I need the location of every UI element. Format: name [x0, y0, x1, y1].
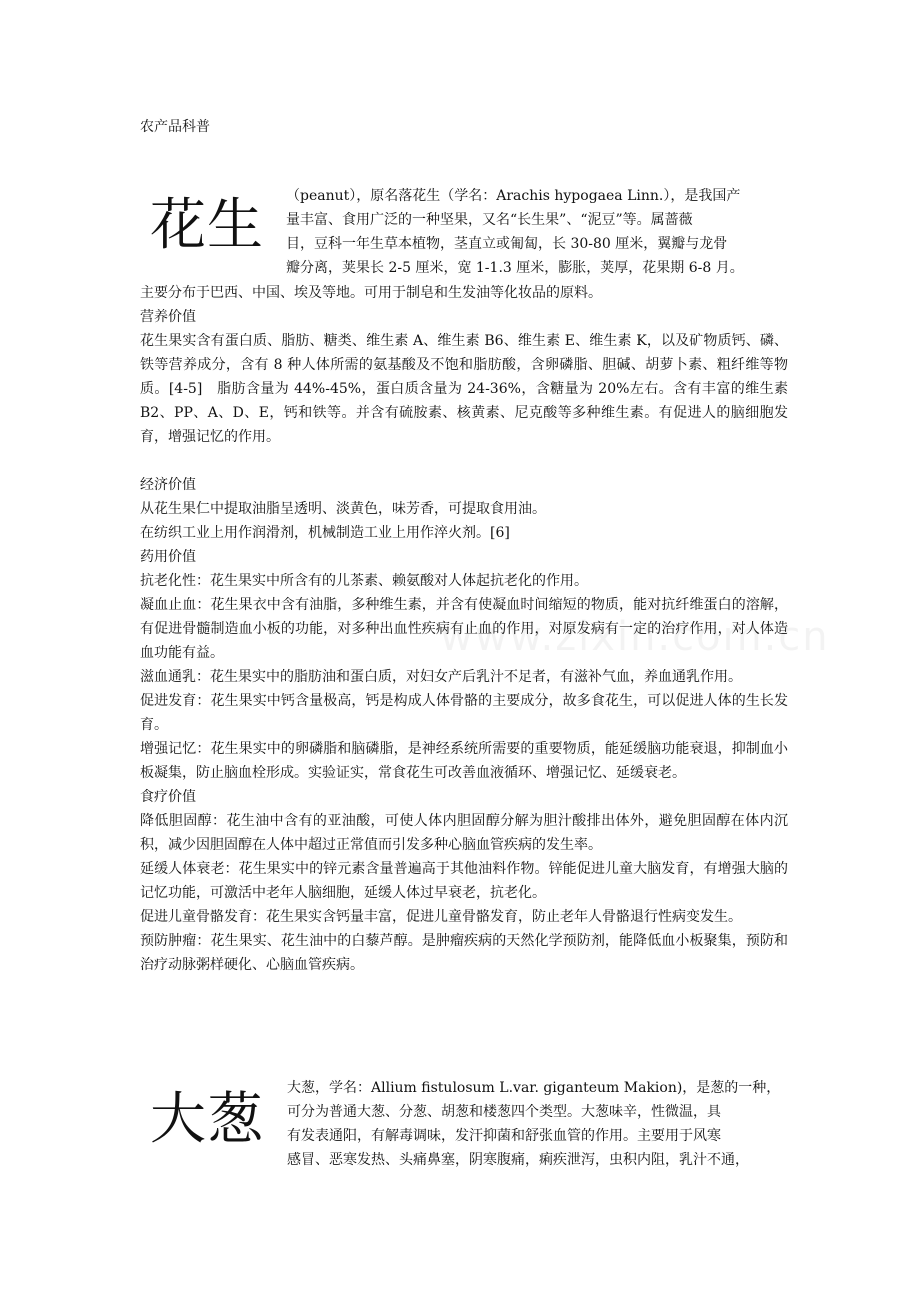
peanut-intro: [286, 184, 790, 280]
peanut-intro-tail: 主要分布于巴西、中国、埃及等地。可用于制皂和生发油等化妆品的原料。: [140, 285, 602, 301]
economic-paragraph: 从花生果仁中提取油脂呈透明、淡黄色，味芳香，可提取食用油。: [140, 501, 546, 517]
medicinal-paragraph: 增强记忆：花生果实中的卵磷脂和脑磷脂，是神经系统所需要的重要物质，能延缓脑功能衰退，抑制血小板凝集，防止脑血栓形成。实验证实，常食花生可改善血液循环、增强记忆、延缓衰老。: [140, 741, 788, 781]
peanut-intro-line: 目，豆科一年生草本植物，茎直立或匍匐，长 30-80 厘米，翼瓣与龙骨: [286, 236, 728, 252]
scallion-drop-title: 大葱: [150, 1087, 264, 1152]
dietary-paragraph: 预防肿瘤：花生果实、花生油中的白藜芦醇。是肿瘤疾病的天然化学预防剂，能降低血小板聚集，预防和治疗动脉粥样硬化、心脑血管疾病。: [140, 933, 788, 973]
scallion-intro-line: 感冒、恶寒发热、头痛鼻塞，阴寒腹痛，痢疾泄泻，虫积内阻，乳汁不通，: [287, 1152, 749, 1168]
nutrition-paragraph: 花生果实含有蛋白质、脂肪、糖类、维生素 A、维生素 B6、维生素 E、维生素 K，以及矿物质钙、磷、铁等营养成分，含有 8 种人体所需的氨基酸及不饱和脂肪酸，含卵磷脂、胆碱、胡萝卜素、粗纤维等物质。[4-5] 脂肪含量为 44%-45%，蛋白质含量为 24-36%，含糖量为 20%左右。含有丰富的维生素 B2、PP、A、D、E，钙和铁等。并含有硫胺素、核黄素、尼克酸等多种维生素。有促进人的脑细胞发育，增强记忆的作用。: [140, 333, 788, 445]
section-heading-dietary: 食疗价值: [140, 789, 196, 805]
dietary-paragraph: 促进儿童骨骼发育：花生果实含钙量丰富，促进儿童骨骼发育，防止老年人骨骼退行性病变发生。: [140, 909, 742, 925]
peanut-intro-line: （peanut），原名落花生（学名：Arachis hypogaea Linn.），是我国产: [286, 188, 741, 204]
scallion-intro-line: 有发表通阳，有解毒调味，发汗抑菌和舒张血管的作用。主要用于风寒: [287, 1128, 721, 1144]
peanut-body: [140, 281, 788, 977]
medicinal-paragraph: 凝血止血：花生果衣中含有油脂，多种维生素，并含有使凝血时间缩短的物质，能对抗纤维蛋白的溶解，有促进骨髓制造血小板的功能，对多种出血性疾病有止血的作用，对原发病有一定的治疗作用，对人体造血功能有益。: [140, 597, 788, 661]
section-heading-economic: 经济价值: [140, 477, 196, 493]
scallion-intro-line: 大葱，学名：Allium fistulosum L.var. giganteum Makion)，是葱的一种，: [287, 1080, 781, 1096]
peanut-drop-title: 花生: [150, 193, 264, 258]
dietary-paragraph: 降低胆固醇：花生油中含有的亚油酸，可使人体内胆固醇分解为胆汁酸排出体外，避免胆固醇在体内沉积，减少因胆固醇在人体中超过正常值而引发多种心脑血管疾病的发生率。: [140, 813, 788, 853]
section-heading-nutrition: 营养价值: [140, 309, 196, 325]
economic-paragraph: 在纺织工业上用作润滑剂，机械制造工业上用作淬火剂。[6]: [140, 525, 510, 541]
section-heading-medicinal: 药用价值: [140, 549, 196, 565]
scallion-intro: [287, 1076, 787, 1172]
medicinal-paragraph: 促进发育：花生果实中钙含量极高，钙是构成人体骨骼的主要成分，故多食花生，可以促进人体的生长发育。: [140, 693, 788, 733]
dietary-paragraph: 延缓人体衰老：花生果实中的锌元素含量普遍高于其他油料作物。锌能促进儿童大脑发育，有增强大脑的记忆功能，可激活中老年人脑细胞，延缓人体过早衰老，抗老化。: [140, 861, 788, 901]
document-header-title: 农产品科普: [140, 119, 210, 135]
peanut-intro-line: 瓣分离，荚果长 2-5 厘米，宽 1-1.3 厘米，膨胀，荚厚，花果期 6-8 月。: [286, 260, 744, 276]
peanut-intro-line: 量丰富、食用广泛的一种坚果，又名“长生果”、“泥豆”等。属蔷薇: [286, 212, 693, 228]
medicinal-paragraph: 滋血通乳：花生果实中的脂肪油和蛋白质，对妇女产后乳汁不足者，有滋补气血，养血通乳作用。: [140, 669, 742, 685]
scallion-intro-line: 可分为普通大葱、分葱、胡葱和楼葱四个类型。大葱味辛，性微温，具: [287, 1104, 721, 1120]
medicinal-paragraph: 抗老化性：花生果实中所含有的儿茶素、赖氨酸对人体起抗老化的作用。: [140, 573, 588, 589]
